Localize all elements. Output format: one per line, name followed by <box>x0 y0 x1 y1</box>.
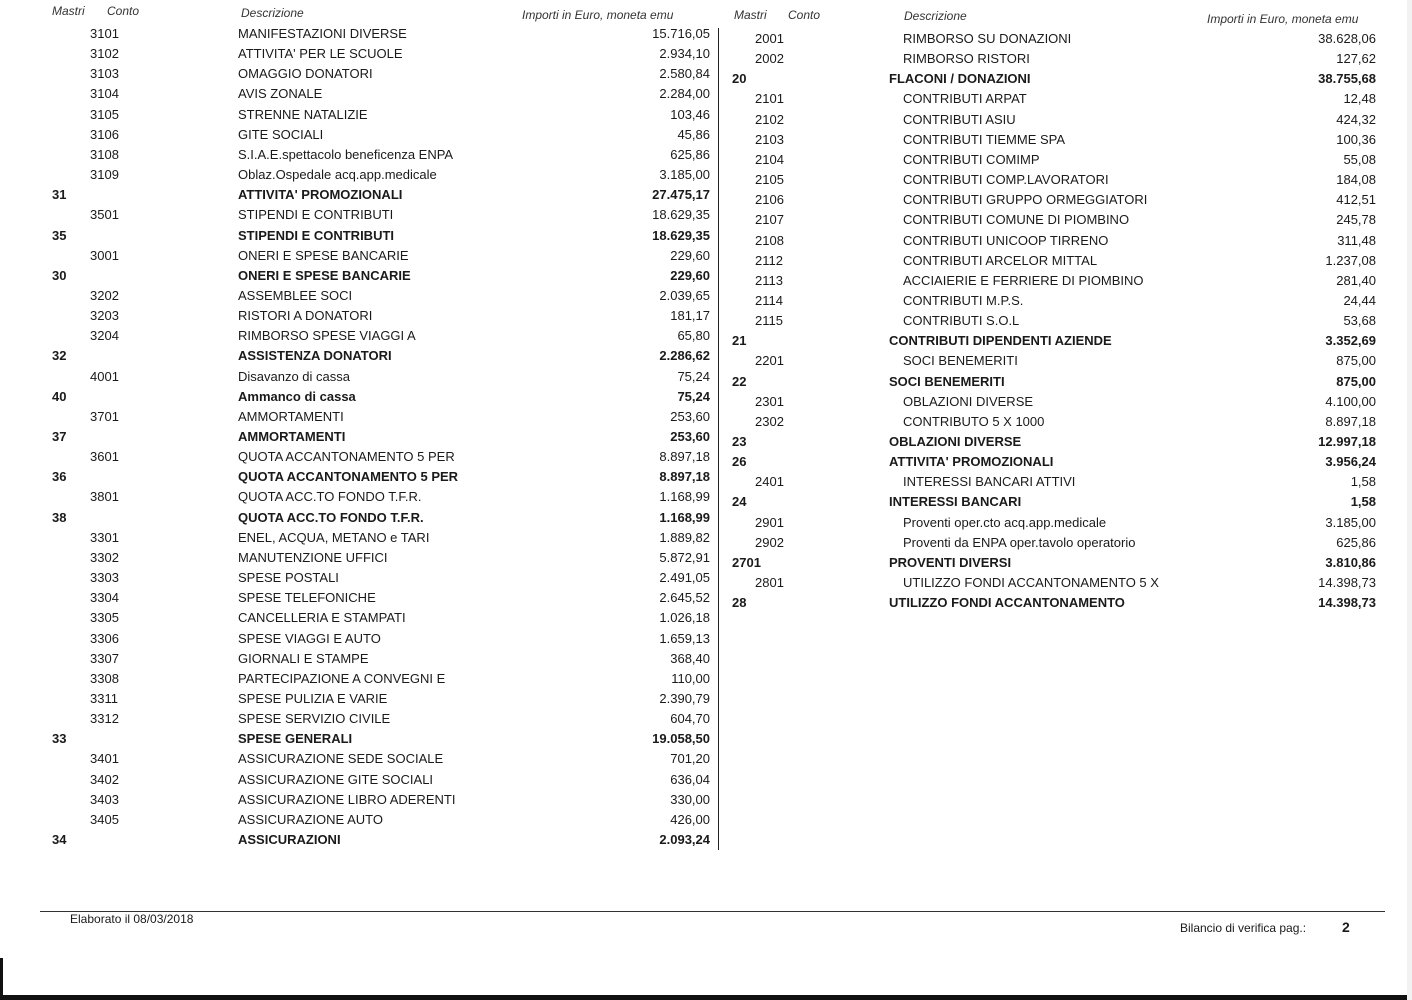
description: PARTECIPAZIONE A CONVEGNI E <box>238 670 446 686</box>
amount: 14.398,73 <box>1318 575 1376 591</box>
amount: 426,00 <box>670 811 710 827</box>
description: S.I.A.E.spettacolo beneficenza ENPA <box>238 146 454 162</box>
conto-code: 3103 <box>90 66 119 82</box>
mastro-code: 40 <box>52 388 67 404</box>
description: CONTRIBUTI GRUPPO ORMEGGIATORI <box>903 192 1148 208</box>
amount: 24,44 <box>1343 292 1376 308</box>
description: Proventi oper.cto acq.app.medicale <box>903 514 1107 530</box>
amount: 110,00 <box>671 670 710 686</box>
description: CONTRIBUTI M.P.S. <box>903 292 1024 308</box>
description: OMAGGIO DONATORI <box>238 66 373 82</box>
right-header-mastri: Mastri <box>734 8 767 22</box>
right-ledger-row <box>0 492 1412 512</box>
description: CONTRIBUTI COMIMP <box>903 151 1040 167</box>
amount: 875,00 <box>1336 353 1376 369</box>
conto-code: 3304 <box>90 590 119 606</box>
conto-code: 2105 <box>755 172 784 188</box>
left-ledger-row <box>0 810 1412 830</box>
description: ASSEMBLEE SOCI <box>238 287 353 303</box>
description: Disavanzo di cassa <box>238 368 350 384</box>
description: CONTRIBUTI TIEMME SPA <box>903 131 1066 147</box>
amount: 100,36 <box>1336 131 1376 147</box>
amount: 412,51 <box>1336 192 1376 208</box>
description: ONERI E SPESE BANCARIE <box>238 247 409 263</box>
conto-code: 2302 <box>755 413 784 429</box>
conto-code: 2001 <box>755 31 784 46</box>
footer-elaborated-date: Elaborato il 08/03/2018 <box>70 912 194 926</box>
amount: 330,00 <box>670 791 710 807</box>
description: QUOTA ACC.TO FONDO T.F.R. <box>238 509 424 525</box>
description: ASSICURAZIONE LIBRO ADERENTI <box>238 791 456 807</box>
amount: 38.628,06 <box>1318 31 1376 46</box>
conto-code: 3701 <box>90 408 119 424</box>
amount: 2.284,00 <box>659 86 710 102</box>
mastro-code: 26 <box>732 454 747 470</box>
mastro-code: 20 <box>732 71 747 87</box>
conto-code: 2801 <box>755 575 784 591</box>
description: MANIFESTAZIONI DIVERSE <box>238 26 407 41</box>
amount: 311,48 <box>1337 232 1376 248</box>
description: SOCI BENEMERITI <box>889 373 1005 389</box>
conto-code: 3101 <box>90 26 119 41</box>
amount: 55,08 <box>1343 151 1376 167</box>
description: CONTRIBUTI ARCELOR MITTAL <box>903 252 1098 268</box>
description: AVIS ZONALE <box>238 86 323 102</box>
mastro-code: 22 <box>732 373 747 389</box>
description: ATTIVITA' PER LE SCUOLE <box>238 46 403 62</box>
amount: 1,58 <box>1350 494 1376 510</box>
right-ledger-row <box>0 331 1412 351</box>
description: INTERESSI BANCARI ATTIVI <box>903 474 1076 490</box>
description: STRENNE NATALIZIE <box>238 106 368 122</box>
amount: 229,60 <box>670 247 710 263</box>
amount: 1.026,18 <box>659 610 710 626</box>
conto-code: 2108 <box>755 232 784 248</box>
amount: 625,86 <box>1336 534 1376 550</box>
description: CONTRIBUTI DIPENDENTI AZIENDE <box>889 333 1112 349</box>
conto-code: 2901 <box>755 514 784 530</box>
conto-code: 3801 <box>90 489 119 505</box>
scan-edge-right <box>1407 0 1412 1000</box>
mastro-code: 30 <box>52 267 67 283</box>
left-ledger-row <box>0 709 1412 729</box>
right-ledger-row <box>0 472 1412 492</box>
description: RIMBORSO SU DONAZIONI <box>903 31 1072 46</box>
description: AMMORTAMENTI <box>238 408 344 424</box>
mastro-code: 23 <box>732 434 747 449</box>
amount: 8.897,18 <box>659 449 710 465</box>
conto-code: 3001 <box>90 247 119 263</box>
amount: 3.352,69 <box>1325 333 1376 349</box>
amount: 604,70 <box>670 711 710 727</box>
description: STIPENDI E CONTRIBUTI <box>238 227 395 243</box>
amount: 27.475,17 <box>652 187 710 203</box>
right-ledger-row <box>0 372 1412 392</box>
amount: 65,80 <box>677 328 710 344</box>
mastro-code: 35 <box>52 227 67 243</box>
left-ledger-row <box>0 729 1412 749</box>
amount: 19.058,50 <box>652 731 710 747</box>
description: ASSICURAZIONE GITE SOCIALI <box>238 771 434 787</box>
mastro-code: 2701 <box>732 554 761 570</box>
conto-code: 3204 <box>90 328 119 344</box>
right-ledger-row <box>0 452 1412 472</box>
amount: 8.897,18 <box>1325 413 1376 429</box>
conto-code: 2114 <box>755 292 783 308</box>
conto-code: 2301 <box>755 393 784 409</box>
amount: 38.755,68 <box>1318 71 1376 87</box>
description: SPESE GENERALI <box>238 731 353 747</box>
conto-code: 3106 <box>90 126 119 142</box>
description: UTILIZZO FONDI ACCANTONAMENTO 5 X <box>903 575 1159 591</box>
conto-code: 2106 <box>755 192 784 208</box>
conto-code: 2104 <box>755 151 784 167</box>
description: ASSICURAZIONE SEDE SOCIALE <box>238 751 444 767</box>
amount: 127,62 <box>1336 51 1376 67</box>
description: RIMBORSO SPESE VIAGGI A <box>238 328 416 344</box>
conto-code: 3306 <box>90 630 119 646</box>
mastro-code: 36 <box>52 469 67 485</box>
right-ledger-row <box>0 533 1412 553</box>
amount: 636,04 <box>670 771 710 787</box>
amount: 2.491,05 <box>659 570 710 586</box>
right-header-conto: Conto <box>788 8 821 22</box>
description: RIMBORSO RISTORI <box>903 51 1030 67</box>
description: QUOTA ACC.TO FONDO T.F.R. <box>238 489 422 505</box>
right-ledger-row <box>0 130 1412 150</box>
right-ledger-row <box>0 513 1412 533</box>
mastro-code: 33 <box>52 731 67 747</box>
right-ledger-row <box>0 150 1412 170</box>
right-ledger-row <box>0 110 1412 130</box>
description: GIORNALI E STAMPE <box>238 650 369 666</box>
description: Oblaz.Ospedale acq.app.medicale <box>238 167 437 183</box>
description: ASSICURAZIONE AUTO <box>238 811 383 827</box>
amount: 18.629,35 <box>652 227 710 243</box>
amount: 625,86 <box>670 146 710 162</box>
conto-code: 3202 <box>90 287 119 303</box>
right-ledger-row <box>0 170 1412 190</box>
amount: 1.168,99 <box>659 509 710 525</box>
right-ledger-row <box>0 29 1412 49</box>
right-ledger-row <box>0 412 1412 432</box>
left-header-descrizione: Descrizione <box>241 6 304 20</box>
right-ledger-row <box>0 69 1412 89</box>
mastro-code: 21 <box>732 333 747 349</box>
conto-code: 2112 <box>755 252 783 268</box>
amount: 3.185,00 <box>1325 514 1376 530</box>
mastro-code: 37 <box>52 429 67 444</box>
amount: 14.398,73 <box>1318 595 1376 611</box>
right-ledger-row <box>0 311 1412 331</box>
description: GITE SOCIALI <box>238 126 324 142</box>
conto-code: 3403 <box>90 791 119 807</box>
footer-page-number: 2 <box>1342 919 1350 935</box>
conto-code: 2103 <box>755 131 784 147</box>
right-header-descrizione: Descrizione <box>904 9 967 23</box>
description: MANUTENZIONE UFFICI <box>238 549 388 565</box>
conto-code: 3102 <box>90 46 119 62</box>
description: CONTRIBUTI S.O.L <box>903 313 1020 329</box>
conto-code: 3104 <box>90 86 119 102</box>
right-ledger-row <box>0 392 1412 412</box>
conto-code: 2107 <box>755 212 784 228</box>
conto-code: 2002 <box>755 51 784 67</box>
right-ledger-row <box>0 49 1412 69</box>
description: SPESE POSTALI <box>238 570 339 586</box>
amount: 12.997,18 <box>1318 434 1376 449</box>
conto-code: 3405 <box>90 811 119 827</box>
left-ledger-row <box>0 790 1412 810</box>
mastro-code: 32 <box>52 348 67 364</box>
right-ledger-row <box>0 89 1412 109</box>
amount: 184,08 <box>1336 172 1376 188</box>
conto-code: 2401 <box>755 474 784 490</box>
description: QUOTA ACCANTONAMENTO 5 PER <box>238 469 459 485</box>
amount: 5.872,91 <box>659 549 710 565</box>
conto-code: 3108 <box>90 146 119 162</box>
amount: 103,46 <box>670 106 710 122</box>
description: OBLAZIONI DIVERSE <box>903 393 1034 409</box>
amount: 12,48 <box>1343 91 1376 107</box>
left-header-mastri: Mastri <box>52 4 85 18</box>
description: SOCI BENEMERITI <box>903 353 1018 369</box>
description: ONERI E SPESE BANCARIE <box>238 267 411 283</box>
left-ledger-row <box>0 830 1412 850</box>
amount: 75,24 <box>677 388 710 404</box>
mastro-code: 38 <box>52 509 67 525</box>
amount: 701,20 <box>670 751 710 767</box>
description: SPESE VIAGGI E AUTO <box>238 630 381 646</box>
amount: 245,78 <box>1336 212 1376 228</box>
scan-edge-left <box>0 958 3 1000</box>
right-ledger-row <box>0 553 1412 573</box>
conto-code: 2102 <box>755 111 784 127</box>
conto-code: 2201 <box>755 353 784 369</box>
conto-code: 4001 <box>90 368 119 384</box>
scan-edge-bottom <box>0 995 1412 1000</box>
conto-code: 3303 <box>90 570 119 586</box>
amount: 18.629,35 <box>652 207 710 223</box>
conto-code: 3501 <box>90 207 119 223</box>
amount: 253,60 <box>670 429 710 444</box>
description: CONTRIBUTO 5 X 1000 <box>903 413 1045 429</box>
amount: 2.286,62 <box>659 348 710 364</box>
conto-code: 3401 <box>90 751 119 767</box>
left-ledger-row <box>0 770 1412 790</box>
left-ledger-row <box>0 669 1412 689</box>
conto-code: 3305 <box>90 610 119 626</box>
conto-code: 3109 <box>90 167 119 183</box>
right-ledger-row <box>0 593 1412 613</box>
amount: 3.956,24 <box>1325 454 1376 470</box>
left-ledger-row <box>0 629 1412 649</box>
conto-code: 3402 <box>90 771 119 787</box>
amount: 281,40 <box>1336 272 1376 288</box>
description: ATTIVITA' PROMOZIONALI <box>238 187 403 203</box>
conto-code: 3312 <box>90 711 119 727</box>
amount: 2.580,84 <box>659 66 710 82</box>
description: Proventi da ENPA oper.tavolo operatorio <box>903 534 1136 550</box>
right-ledger-row <box>0 573 1412 593</box>
description: ACCIAIERIE E FERRIERE DI PIOMBINO <box>903 272 1144 288</box>
description: INTERESSI BANCARI <box>889 494 1022 510</box>
left-header-conto: Conto <box>107 4 140 18</box>
description: STIPENDI E CONTRIBUTI <box>238 207 394 223</box>
amount: 3.810,86 <box>1325 554 1376 570</box>
amount: 2.039,65 <box>659 287 710 303</box>
description: CONTRIBUTI UNICOOP TIRRENO <box>903 232 1109 248</box>
description: PROVENTI DIVERSI <box>889 554 1012 570</box>
right-ledger-row <box>0 190 1412 210</box>
amount: 181,17 <box>670 308 710 324</box>
description: AMMORTAMENTI <box>238 429 346 444</box>
description: OBLAZIONI DIVERSE <box>889 434 1022 449</box>
description: SPESE SERVIZIO CIVILE <box>238 711 391 727</box>
conto-code: 2115 <box>755 313 783 329</box>
amount: 229,60 <box>670 267 710 283</box>
description: ASSISTENZA DONATORI <box>238 348 392 364</box>
description: CONTRIBUTI COMP.LAVORATORI <box>903 172 1109 188</box>
right-ledger-row <box>0 271 1412 291</box>
amount: 1,58 <box>1350 474 1376 490</box>
mastro-code: 28 <box>732 595 747 611</box>
mastro-code: 31 <box>52 187 67 203</box>
amount: 75,24 <box>677 368 710 384</box>
amount: 15.716,05 <box>652 26 710 41</box>
amount: 1.889,82 <box>659 529 710 545</box>
description: ASSICURAZIONI <box>238 832 341 847</box>
amount: 2.390,79 <box>659 690 710 706</box>
conto-code: 3203 <box>90 308 119 324</box>
conto-code: 3308 <box>90 670 119 686</box>
amount: 1.168,99 <box>659 489 710 505</box>
description: CONTRIBUTI COMUNE DI PIOMBINO <box>903 212 1130 228</box>
conto-code: 3311 <box>90 690 118 706</box>
conto-code: 3301 <box>90 529 119 545</box>
mastro-code: 24 <box>732 494 747 510</box>
right-ledger-row <box>0 291 1412 311</box>
left-ledger-row <box>0 749 1412 769</box>
right-ledger-row <box>0 351 1412 371</box>
amount: 2.645,52 <box>659 590 710 606</box>
amount: 3.185,00 <box>659 167 710 183</box>
conto-code: 3302 <box>90 549 119 565</box>
description: QUOTA ACCANTONAMENTO 5 PER <box>238 449 455 465</box>
description: SPESE PULIZIA E VARIE <box>238 690 388 706</box>
amount: 53,68 <box>1343 313 1376 329</box>
description: ENEL, ACQUA, METANO e TARI <box>238 529 430 545</box>
left-ledger-row <box>0 689 1412 709</box>
amount: 875,00 <box>1336 373 1376 389</box>
right-header-importi: Importi in Euro, moneta emu <box>1207 12 1359 26</box>
right-ledger-row <box>0 210 1412 230</box>
left-ledger-row <box>0 649 1412 669</box>
amount: 1.659,13 <box>659 630 710 646</box>
conto-code: 3105 <box>90 106 119 122</box>
amount: 2.093,24 <box>659 832 710 847</box>
conto-code: 3307 <box>90 650 119 666</box>
description: RISTORI A DONATORI <box>238 308 373 324</box>
mastro-code: 34 <box>52 832 67 847</box>
right-ledger-row <box>0 432 1412 452</box>
amount: 424,32 <box>1336 111 1376 127</box>
amount: 368,40 <box>670 650 710 666</box>
description: CONTRIBUTI ASIU <box>903 111 1016 127</box>
description: CANCELLERIA E STAMPATI <box>238 610 406 626</box>
footer-page-label: Bilancio di verifica pag.: <box>1180 921 1307 935</box>
amount: 2.934,10 <box>659 46 710 62</box>
description: SPESE TELEFONICHE <box>238 590 376 606</box>
amount: 4.100,00 <box>1325 393 1376 409</box>
description: FLACONI / DONAZIONI <box>889 71 1031 87</box>
amount: 253,60 <box>670 408 710 424</box>
conto-code: 3601 <box>90 449 119 465</box>
left-header-importi: Importi in Euro, moneta emu <box>522 8 674 22</box>
conto-code: 2101 <box>755 91 784 107</box>
amount: 45,86 <box>677 126 710 142</box>
conto-code: 2902 <box>755 534 784 550</box>
description: ATTIVITA' PROMOZIONALI <box>889 454 1054 470</box>
amount: 1.237,08 <box>1325 252 1376 268</box>
footer-divider <box>40 911 1385 912</box>
right-ledger-row <box>0 251 1412 271</box>
right-ledger-row <box>0 231 1412 251</box>
conto-code: 2113 <box>755 272 783 288</box>
description: UTILIZZO FONDI ACCANTONAMENTO <box>889 595 1125 611</box>
description: Ammanco di cassa <box>238 388 356 404</box>
description: CONTRIBUTI ARPAT <box>903 91 1027 107</box>
amount: 8.897,18 <box>659 469 710 485</box>
